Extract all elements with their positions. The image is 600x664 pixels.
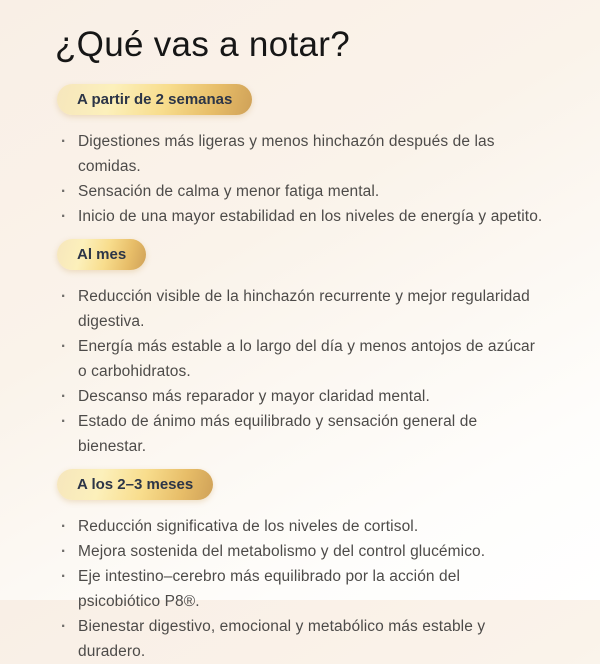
timeline-section (55, 229, 548, 459)
benefit-list-item (61, 334, 548, 384)
benefit-list (61, 514, 548, 664)
timeline-badge: A los 2–3 meses (57, 469, 213, 500)
benefit-text: Energía más estable a lo largo del día y menos antojos de azúcar o carbohidratos. (78, 338, 536, 380)
timeline-badge: A partir de 2 semanas (57, 84, 252, 115)
bullet-icon: · (61, 288, 67, 305)
timeline-section (55, 459, 548, 664)
bullet-icon: · (61, 208, 67, 225)
benefit-text: Reducción visible de la hinchazón recurrente y mejor regularidad digestiva. (78, 288, 530, 330)
benefit-list-item (61, 539, 548, 564)
timeline-section (55, 66, 548, 229)
benefit-text: Descanso más reparador y mayor claridad mental. (78, 388, 430, 405)
bullet-icon: · (61, 618, 67, 635)
benefit-list-item (61, 384, 548, 409)
benefit-list-item (61, 179, 548, 204)
bullet-icon: · (61, 388, 67, 405)
benefit-list-item (61, 204, 548, 229)
bullet-icon: · (61, 413, 67, 430)
benefit-list-item (61, 514, 548, 539)
benefit-list-item (61, 409, 548, 459)
benefit-text: Sensación de calma y menor fatiga mental. (78, 183, 380, 200)
timeline-badge: Al mes (57, 239, 146, 270)
benefit-text: Eje intestino–cerebro más equilibrado por la acción del psicobiótico P8®. (78, 568, 461, 610)
bullet-icon: · (61, 518, 67, 535)
benefit-text: Reducción significativa de los niveles de cortisol. (78, 518, 419, 535)
benefit-list-item (61, 129, 548, 179)
benefit-list-item (61, 284, 548, 334)
timeline-sections (55, 66, 548, 664)
page-title: ¿Qué vas a notar? (55, 25, 350, 64)
benefit-list-item (61, 614, 548, 664)
benefit-text: Inicio de una mayor estabilidad en los niveles de energía y apetito. (78, 208, 543, 225)
benefit-list (61, 284, 548, 459)
benefit-list (61, 129, 548, 229)
benefit-list-item (61, 564, 548, 614)
bullet-icon: · (61, 338, 67, 355)
bullet-icon: · (61, 133, 67, 150)
benefit-text: Digestiones más ligeras y menos hinchazón después de las comidas. (78, 133, 495, 175)
bullet-icon: · (61, 568, 67, 585)
benefit-text: Bienestar digestivo, emocional y metabólico más estable y duradero. (78, 618, 486, 660)
bullet-icon: · (61, 543, 67, 560)
benefit-text: Estado de ánimo más equilibrado y sensación general de bienestar. (78, 413, 478, 455)
bullet-icon: · (61, 183, 67, 200)
benefit-text: Mejora sostenida del metabolismo y del control glucémico. (78, 543, 486, 560)
